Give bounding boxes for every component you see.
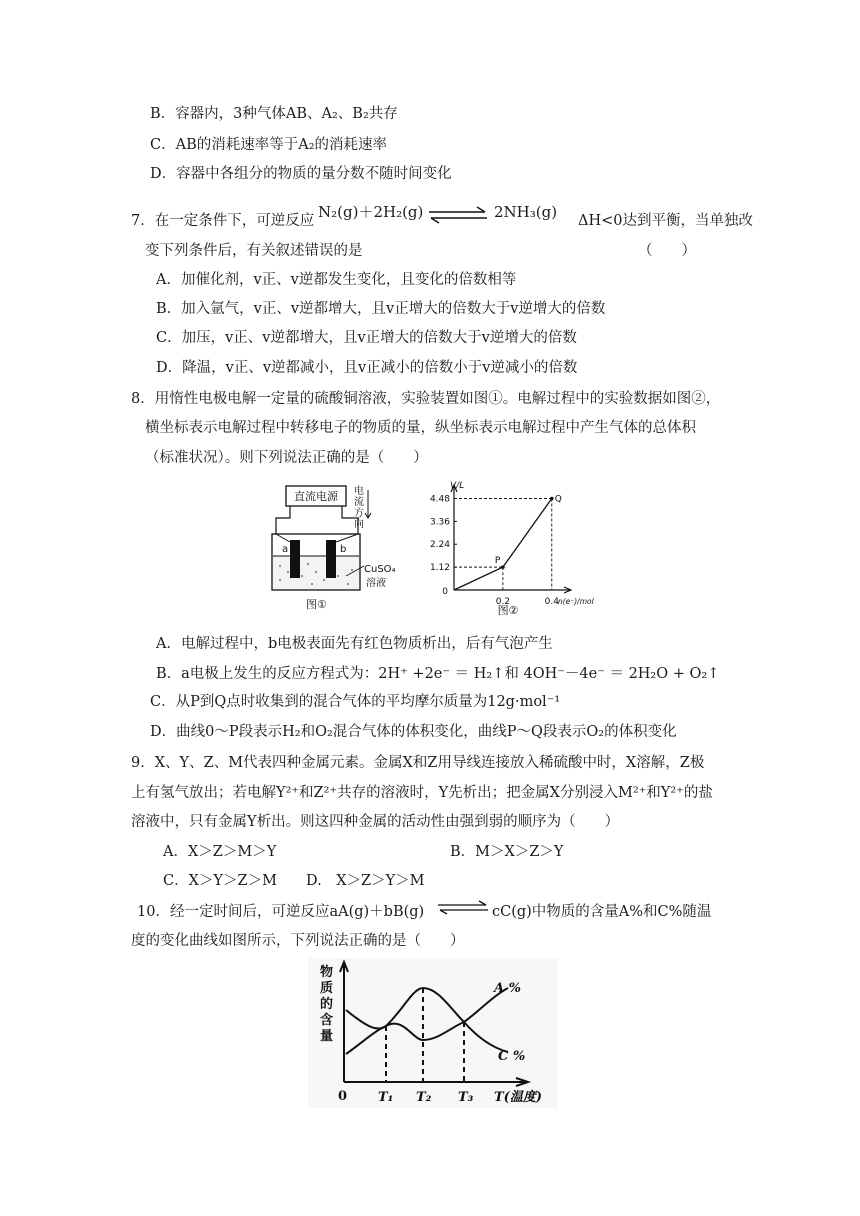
electrode-a-label: a	[282, 544, 289, 555]
content-temperature-figure	[308, 958, 558, 1108]
power-supply-label: 直流电源	[294, 490, 338, 503]
current-label-3: 方	[354, 508, 364, 519]
y-tick-label: 4.48	[429, 494, 450, 505]
q10-line-1a: 10．经一定时间后，可逆反应aA(g)＋bB(g)	[137, 904, 425, 920]
point-p	[501, 565, 505, 569]
q9-option-b: B．M＞X＞Z＞Y	[450, 844, 564, 860]
origin-label: 0	[338, 1089, 348, 1104]
x-tick-label: 0.2	[495, 597, 511, 607]
series-line	[454, 498, 552, 590]
q7-stem-a: 7．在一定条件下，可逆反应	[131, 213, 315, 229]
t1-label: T₁	[378, 1090, 394, 1105]
y-label-char-2: 质	[320, 981, 334, 996]
y-axis-label: V/L	[450, 481, 465, 491]
x-axis-label: n(e⁻)/mol	[558, 597, 594, 606]
current-label-1: 电	[354, 486, 364, 497]
y-label-char-3: 的	[320, 997, 334, 1012]
q7-stem-b: ΔH<0达到平衡，当单独改	[578, 213, 753, 229]
y-label-char-5: 量	[320, 1029, 334, 1044]
point-q-label: Q	[554, 494, 562, 505]
q6-option-b: B．容器内，3种气体AB、A₂、B₂共存	[150, 106, 398, 122]
electrolysis-apparatus-figure	[268, 480, 408, 614]
q10-line-2: 度的变化曲线如图所示，下列说法正确的是（ ）	[131, 933, 465, 949]
q7-option-b: B．加入氩气，v正、v逆都增大，且v正增大的倍数大于v逆增大的倍数	[156, 301, 606, 317]
t3-label: T₃	[458, 1090, 474, 1105]
curve-c-label: C %	[498, 1049, 526, 1064]
q7-answer-paren: （ ）	[638, 243, 696, 259]
equilibrium-arrow-icon	[427, 204, 489, 226]
solution-label-1: CuSO₄	[364, 564, 396, 575]
q9-option-c: C．X＞Y＞Z＞M	[163, 873, 277, 889]
q9-line-1: 9．X、Y、Z、M代表四种金属元素。金属X和Z用导线连接放入稀硫酸中时，X溶解，Z极	[131, 755, 705, 771]
q8-option-b: B．a电极上发生的反应方程式为：2H⁺ +2e⁻ ＝ H₂↑和 4OH⁻－4e⁻ ＝ 2H₂O + O₂↑	[156, 666, 720, 682]
figure-1-caption: 图①	[306, 598, 327, 611]
q7-stem-c: 变下列条件后，有关叙述错误的是	[145, 243, 363, 259]
q7-option-c: C．加压，v正、v逆都增大，且v正增大的倍数大于v逆增大的倍数	[156, 330, 577, 346]
q8-stem-a: 8．用惰性电极电解一定量的硫酸铜溶液，实验装置如图①。电解过程中的实验数据如图②，	[131, 391, 721, 407]
q8-stem-b: 横坐标表示电解过程中转移电子的物质的量，纵坐标表示电解过程中产生气体的总体积	[145, 420, 696, 436]
y-tick-label: 2.24	[429, 540, 450, 551]
q7-reaction-left: N₂(g)＋2H₂(g)	[318, 203, 424, 221]
chart-marks	[454, 494, 562, 590]
y-tick-label: 1.12	[429, 563, 450, 574]
y-label-char-1: 物	[320, 965, 334, 980]
current-label-2: 流	[354, 497, 364, 508]
y-tick-label: 3.36	[429, 517, 450, 528]
q9-line-2: 上有氢气放出；若电解Y²⁺和Z²⁺共存的溶液时，Y先析出；把金属X分别浸入M²⁺和Y²⁺的盐	[131, 785, 713, 801]
solution-label-2: 溶液	[366, 578, 386, 589]
q9-option-a: A．X＞Z＞M＞Y	[163, 844, 277, 860]
q10-line-1b: cC(g)中物质的含量A%和C%随温	[492, 904, 712, 920]
gas-volume-chart	[418, 480, 594, 617]
q6-option-c: C．AB的消耗速率等于A₂的消耗速率	[150, 137, 388, 153]
current-label-4: 向	[354, 519, 364, 530]
figure-2-caption: 图②	[497, 604, 519, 617]
x-tick-label: 0.4	[544, 597, 559, 607]
q8-option-d: D．曲线0～P段表示H₂和O₂混合气体的体积变化，曲线P～Q段表示O₂的体积变化	[150, 724, 677, 740]
point-q	[550, 497, 554, 501]
q8-option-a: A．电解过程中，b电极表面先有红色物质析出，后有气泡产生	[156, 636, 553, 652]
q8-option-c: C．从P到Q点时收集到的混合气体的平均摩尔质量为12g·mol⁻¹	[150, 694, 561, 710]
chart-axes	[430, 481, 595, 617]
q7-option-d: D．降温，v正、v逆都减小，且v正减小的倍数小于v逆减小的倍数	[156, 360, 578, 376]
electrode-b-label: b	[340, 544, 347, 555]
q7-option-a: A．加催化剂，v正、v逆都发生变化，且变化的倍数相等	[156, 272, 517, 288]
y-label-char-4: 含	[320, 1013, 334, 1028]
x-axis-label: T(温度)	[494, 1090, 542, 1105]
q9-option-d: D. X＞Z＞Y＞M	[306, 873, 425, 889]
t2-label: T₂	[416, 1090, 432, 1105]
equilibrium-arrow-icon-2	[436, 896, 490, 918]
q7-reaction-right: 2NH₃(g)	[494, 203, 558, 221]
q9-line-3: 溶液中，只有金属Y析出。则这四种金属的活动性由强到弱的顺序为（ ）	[131, 814, 620, 830]
q6-option-d: D．容器中各组分的物质的量分数不随时间变化	[150, 166, 452, 182]
q8-stem-c: （标准状况）。则下列说法正确的是（ ）	[145, 450, 428, 466]
curve-a-label: A %	[494, 981, 521, 996]
point-p-label: P	[494, 556, 501, 567]
origin-tick-label: 0	[442, 587, 448, 597]
